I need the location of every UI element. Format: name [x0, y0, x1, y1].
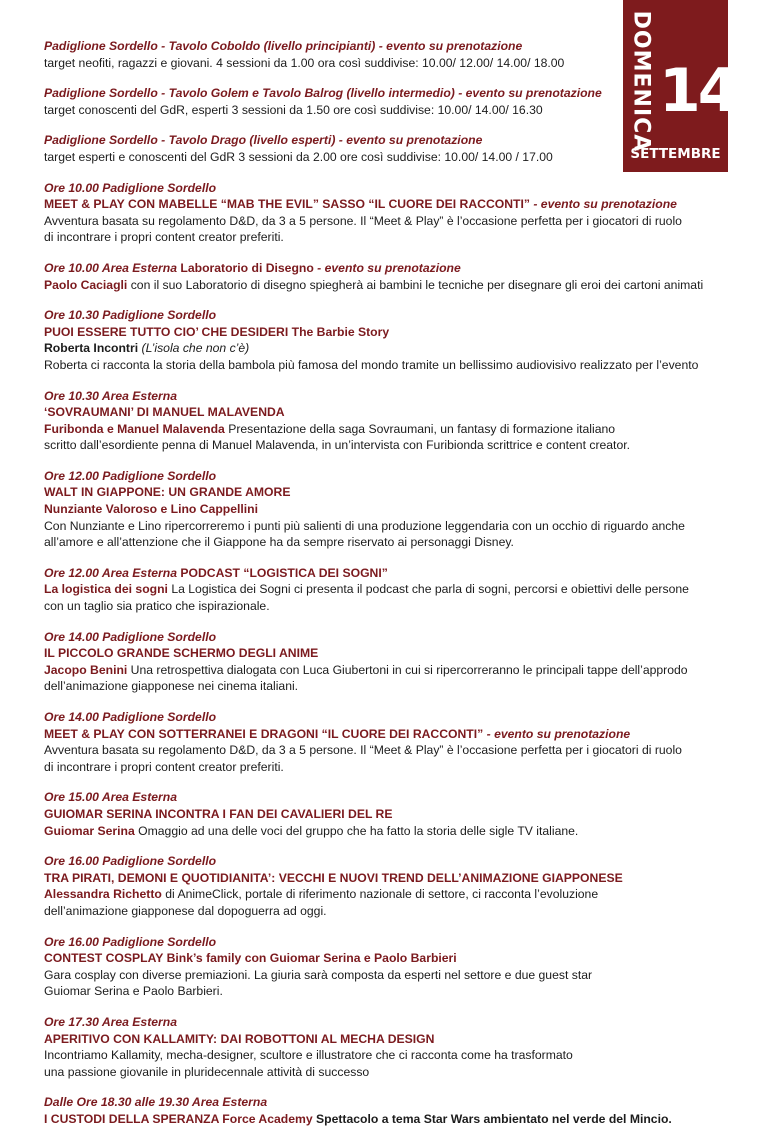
event-program [44, 38, 724, 1141]
event-time: Ore 14.00 Padiglione Sordello [44, 710, 217, 724]
event-time: Ore 12.00 Padiglione Sordello [44, 468, 217, 483]
event-title: IL PICCOLO GRANDE SCHERMO DEGLI ANIME [44, 646, 319, 661]
event-guest-line [44, 421, 724, 438]
event-booking-note: - evento su prenotazione [529, 197, 677, 212]
event-description: Presentazione della saga Sovraumani, un fantasy di formazione italiano [224, 421, 616, 436]
event-title-line [44, 324, 724, 341]
event-time: Ore 17.30 Area Esterna [44, 1014, 178, 1029]
event-body-line: Con Nunziante e Lino ripercorreremo i punti più salienti di una produzione leggendaria con un occhio di riguardo anche [44, 518, 685, 533]
event-guest: Furibonda e Manuel Malavenda [44, 421, 225, 436]
event-time: Ore 14.00 Padiglione Sordello [44, 629, 217, 644]
event-block [44, 629, 724, 695]
event-body-line: di incontrare i propri content creator preferiti. [44, 230, 284, 245]
event-speaker: Roberta Incontri [44, 341, 139, 356]
event-title: MEET & PLAY CON MABELLE “MAB THE EVIL” SASSO “IL CUORE DEI RACCONTI” [44, 197, 530, 212]
event-body-line: dell’animazione giapponese nei cinema italiani. [44, 679, 299, 694]
event-block [44, 260, 724, 293]
event-time: Dalle Ore 18.30 alle 19.30 Area Esterna [44, 1095, 268, 1110]
event-guest-line [44, 886, 724, 903]
event-guest: Guiomar Serina [44, 823, 135, 838]
event-guest: Jacopo Benini [44, 662, 128, 677]
event-body-line: target neofiti, ragazzi e giovani. 4 sessioni da 1.00 ora così suddivise: 10.00/ 12.00/ 14.00/ 18.00 [44, 55, 565, 70]
event-title-line [44, 726, 724, 743]
event-body-line: all’amore e all’attenzione che il Giappone ha da sempre riservato ai personaggi Disney. [44, 535, 514, 550]
event-time: Ore 10.00 Padiglione Sordello [44, 180, 217, 195]
event-time-line [44, 629, 724, 646]
event-guest-line [44, 581, 724, 598]
event-body-line: con un taglio sia pratico che ispirazionale. [44, 599, 270, 614]
event-time-title: Laboratorio di Disegno [177, 260, 314, 275]
event-body-line: scritto dall’esordiente penna di Manuel Malavenda, in un’intervista con Furibionda scrittrice e content creator. [44, 438, 630, 453]
event-time: Ore 16.00 Padiglione Sordello [44, 934, 217, 949]
event-block [44, 789, 724, 839]
event-title-line [44, 645, 724, 662]
event-title-line [44, 1031, 724, 1048]
badge-month: SETTEMBRE [630, 146, 721, 162]
event-description: di AnimeClick, portale di riferimento nazionale di settore, ci racconta l’evoluzione [161, 887, 599, 902]
event-block [44, 1094, 724, 1127]
event-body-line: Incontriamo Kallamity, mecha-designer, scultore e illustratore che ci racconta come ha trasformato [44, 1048, 573, 1063]
event-time-line [44, 934, 724, 951]
event-body-line: Roberta ci racconta la storia della bambola più famosa del mondo tramite un bellissimo audiovisivo realizzato per l’evento [44, 357, 699, 372]
event-body-line: di incontrare i propri content creator preferiti. [44, 759, 284, 774]
event-header: Padiglione Sordello - Tavolo Golem e Tavolo Balrog (livello intermedio) - evento su prenotazione [44, 86, 602, 101]
event-time-line [44, 853, 724, 870]
event-description: La Logistica dei Sogni ci presenta il podcast che parla di sogni, percorsi e obiettivi delle persone [167, 582, 689, 597]
event-guest-line [44, 823, 724, 840]
event-block [44, 468, 724, 551]
event-description: con il suo Laboratorio di disegno spiegherà ai bambini le tecniche per disegnare gli eroi dei cartoni animati [127, 277, 704, 292]
event-time-line [44, 1094, 724, 1111]
event-title-line [44, 1111, 724, 1128]
event-time-line [44, 565, 724, 582]
event-block [44, 38, 724, 71]
event-time: Ore 12.00 Area Esterna [44, 565, 178, 580]
event-time-line [44, 468, 724, 485]
event-title: TRA PIRATI, DEMONI E QUOTIDIANITA’: VECCHI E NUOVI TREND DELL’ANIMAZIONE GIAPPONESE [44, 870, 623, 885]
badge-day-number: 14 [659, 56, 737, 126]
event-title-line [44, 870, 724, 887]
event-guests: Nunziante Valoroso e Lino Cappellini [44, 502, 258, 517]
event-time-title: PODCAST “LOGISTICA DEI SOGNI” [177, 565, 388, 580]
event-body-line: Guiomar Serina e Paolo Barbieri. [44, 984, 223, 999]
event-speaker-note: (L’isola che non c’è) [138, 341, 250, 356]
event-block [44, 307, 724, 373]
event-title: MEET & PLAY CON SOTTERRANEI E DRAGONI “IL CUORE DEI RACCONTI” [44, 726, 484, 741]
event-header: Padiglione Sordello - Tavolo Coboldo (livello principianti) - evento su prenotazione [44, 39, 523, 53]
event-time: Ore 15.00 Area Esterna [44, 790, 178, 805]
event-title: CONTEST COSPLAY Bink’s family con Guiomar Serina e Paolo Barbieri [44, 951, 457, 966]
event-title: APERITIVO CON KALLAMITY: DAI ROBOTTONI AL MECHA DESIGN [44, 1031, 435, 1046]
event-body-line: target conoscenti del GdR, esperti 3 sessioni da 1.50 ore così suddivise: 10.00/ 14.00/ 16.30 [44, 102, 543, 117]
event-title: PUOI ESSERE TUTTO CIO’ CHE DESIDERI The Barbie Story [44, 324, 390, 339]
event-block [44, 388, 724, 454]
event-body-line: Avventura basata su regolamento D&D, da 3 a 5 persone. Il “Meet & Play” è l’occasione perfetta per i giocatori di ruolo [44, 743, 682, 758]
event-time-line [44, 388, 724, 405]
event-time-line [44, 307, 724, 324]
event-title: ‘SOVRAUMANI’ DI MANUEL MALAVENDA [44, 405, 285, 420]
event-guest: Paolo Caciagli [44, 277, 128, 292]
event-block [44, 1014, 724, 1080]
badge-day-name: DOMENICA [628, 10, 654, 152]
event-description: Una retrospettiva dialogata con Luca Giubertoni in cui si ripercorreranno le principali tappe dell’approdo [127, 662, 688, 677]
event-body-line: una passione giovanile in pluridecennale attività di successo [44, 1064, 370, 1079]
event-title-line [44, 806, 724, 823]
event-body-line: Gara cosplay con diverse premiazioni. La giuria sarà composta da esperti nel settore e due guest star [44, 967, 593, 982]
event-description: Omaggio ad una delle voci del gruppo che ha fatto la storia delle sigle TV italiane. [134, 823, 579, 838]
event-block [44, 180, 724, 246]
event-guest-line [44, 662, 724, 679]
event-time-line [44, 260, 724, 277]
event-block [44, 934, 724, 1000]
event-time-line [44, 1014, 724, 1031]
event-body-line: target esperti e conoscenti del GdR 3 sessioni da 2.00 ore così suddivise: 10.00/ 14.00 / 17.00 [44, 149, 553, 164]
event-time-line [44, 789, 724, 806]
event-description: Spettacolo a tema Star Wars ambientato nel verde del Mincio. [312, 1111, 672, 1126]
event-body-line: dell’animazione giapponese dal dopoguerra ad oggi. [44, 903, 327, 918]
event-block [44, 709, 724, 775]
event-title-line [44, 484, 724, 501]
event-time: Ore 16.00 Padiglione Sordello [44, 854, 217, 869]
event-title: GUIOMAR SERINA INCONTRA I FAN DEI CAVALIERI DEL RE [44, 806, 393, 821]
event-speaker-line [44, 340, 724, 357]
event-time: Ore 10.30 Padiglione Sordello [44, 308, 217, 323]
event-title: I CUSTODI DELLA SPERANZA Force Academy [44, 1111, 313, 1126]
event-guest: Alessandra Richetto [44, 887, 162, 902]
event-time: Ore 10.00 Area Esterna [44, 260, 178, 275]
event-booking-note: - evento su prenotazione [483, 726, 631, 741]
event-title-line [44, 196, 724, 213]
event-time-line [44, 180, 724, 197]
event-time-line [44, 709, 724, 726]
event-title-line [44, 404, 724, 421]
event-block [44, 85, 724, 118]
event-guest: La logistica dei sogni [44, 582, 168, 597]
event-block [44, 132, 724, 165]
event-header: Padiglione Sordello - Tavolo Drago (livello esperti) - evento su prenotazione [44, 133, 483, 148]
event-body-line: Avventura basata su regolamento D&D, da 3 a 5 persone. Il “Meet & Play” è l’occasione perfetta per i giocatori di ruolo [44, 213, 682, 228]
event-title-line [44, 950, 724, 967]
event-time: Ore 10.30 Area Esterna [44, 388, 178, 403]
event-title: WALT IN GIAPPONE: UN GRANDE AMORE [44, 485, 291, 500]
event-block [44, 565, 724, 615]
event-block [44, 853, 724, 919]
event-guest-line [44, 277, 724, 294]
event-booking-note: - evento su prenotazione [313, 260, 461, 275]
